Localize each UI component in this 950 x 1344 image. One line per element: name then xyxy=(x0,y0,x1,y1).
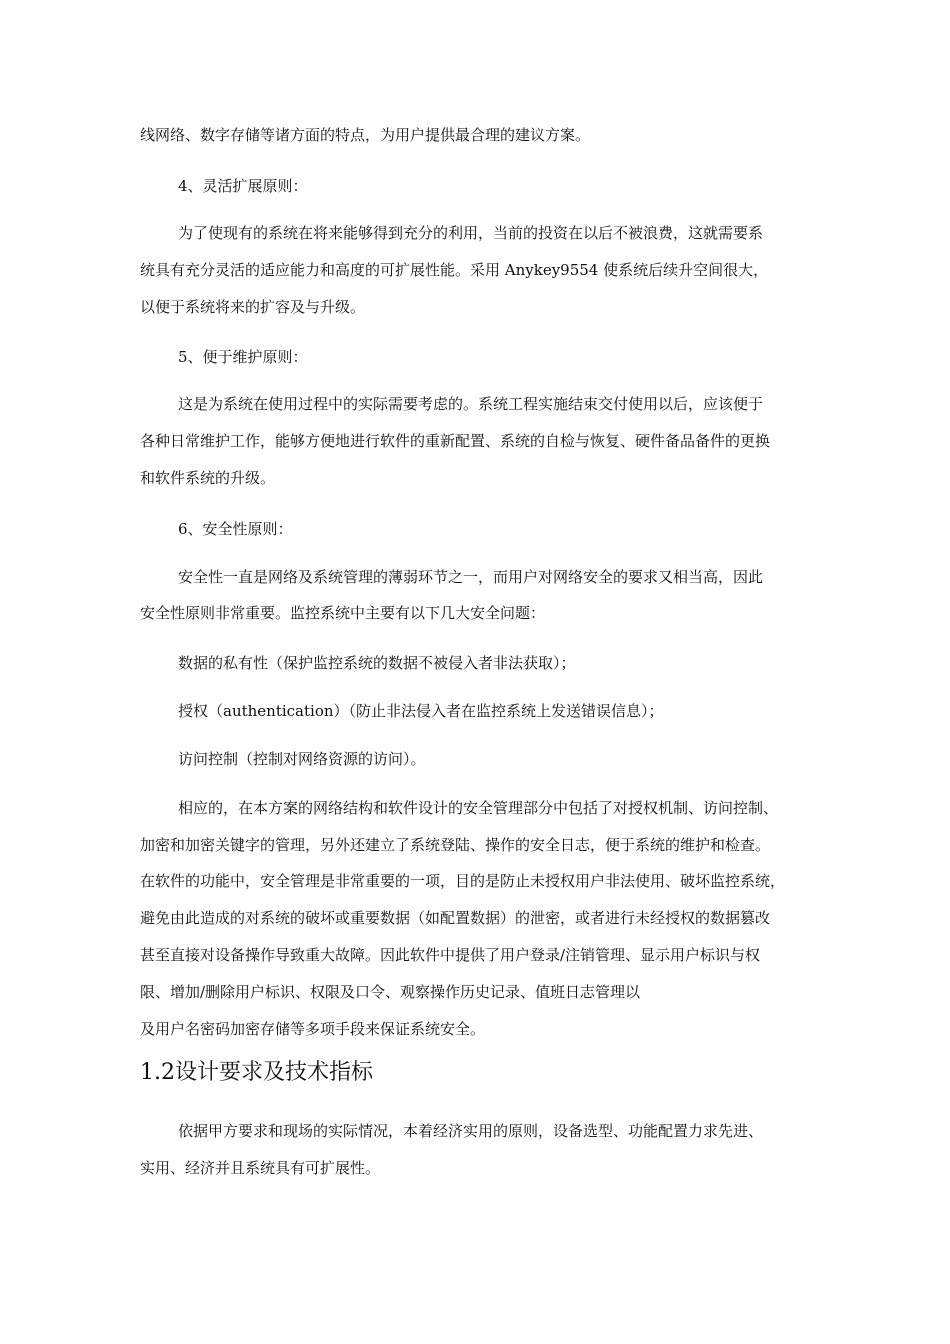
security-item-authorization: 授权（authentication）（防止非法侵入者在监控系统上发送错误信息）； xyxy=(178,702,664,720)
paragraph-line: 相应的，在本方案的网络结构和软件设计的安全管理部分中包括了对授权机制、访问控制、 xyxy=(178,799,779,817)
paragraph-line: 依据甲方要求和现场的实际情况，本着经济实用的原则，设备选型、功能配置力求先进、 xyxy=(178,1122,764,1140)
paragraph-line: 限、增加/删除用户标识、权限及口令、观察操作历史记录、值班日志管理以 xyxy=(140,983,641,1001)
principle-heading-flexible: 4、灵活扩展原则： xyxy=(178,177,308,195)
paragraph-line: 及用户名密码加密存储等多项手段来保证系统安全。 xyxy=(140,1020,486,1038)
paragraph-line: 甚至直接对设备操作导致重大故障。因此软件中提供了用户登录/注销管理、显示用户标识与权 xyxy=(140,946,761,964)
paragraph-line: 安全性原则非常重要。监控系统中主要有以下几大安全问题： xyxy=(140,604,546,622)
security-item-access-control: 访问控制（控制对网络资源的访问）。 xyxy=(178,750,426,768)
paragraph-line: 为了使现有的系统在将来能够得到充分的利用，当前的投资在以后不被浪费，这就需要系 xyxy=(178,224,764,242)
paragraph-line: 各种日常维护工作，能够方便地进行软件的重新配置、系统的自检与恢复、硬件备品备件的更换 xyxy=(140,432,771,450)
paragraph-line: 以便于系统将来的扩容及与升级。 xyxy=(140,298,366,316)
paragraph-line: 这是为系统在使用过程中的实际需要考虑的。系统工程实施结束交付使用以后，应该便于 xyxy=(178,395,764,413)
security-item-privacy: 数据的私有性（保护监控系统的数据不被侵入者非法获取）； xyxy=(178,654,576,672)
paragraph-line: 加密和加密关键字的管理，另外还建立了系统登陆、操作的安全日志，便于系统的维护和检查。 xyxy=(140,836,771,854)
paragraph-line: 在软件的功能中，安全管理是非常重要的一项，目的是防止未授权用户非法使用、破坏监控系统， xyxy=(140,872,786,890)
paragraph-line: 统具有充分灵活的适应能力和高度的可扩展性能。采用 Anykey9554 使系统后续升空间很大， xyxy=(140,261,769,279)
principle-heading-maintenance: 5、便于维护原则： xyxy=(178,348,308,366)
paragraph-line: 线网络、数字存储等诸方面的特点，为用户提供最合理的建议方案。 xyxy=(140,126,591,144)
paragraph-line: 实用、经济并且系统具有可扩展性。 xyxy=(140,1159,381,1177)
paragraph-line: 安全性一直是网络及系统管理的薄弱环节之一，而用户对网络安全的要求又相当高，因此 xyxy=(178,568,764,586)
principle-heading-security: 6、安全性原则： xyxy=(178,520,293,538)
paragraph-line: 和软件系统的升级。 xyxy=(140,469,276,487)
section-heading: 1.2设计要求及技术指标 xyxy=(140,1060,373,1085)
paragraph-line: 避免由此造成的对系统的破坏或重要数据（如配置数据）的泄密，或者进行未经授权的数据篡改 xyxy=(140,909,771,927)
